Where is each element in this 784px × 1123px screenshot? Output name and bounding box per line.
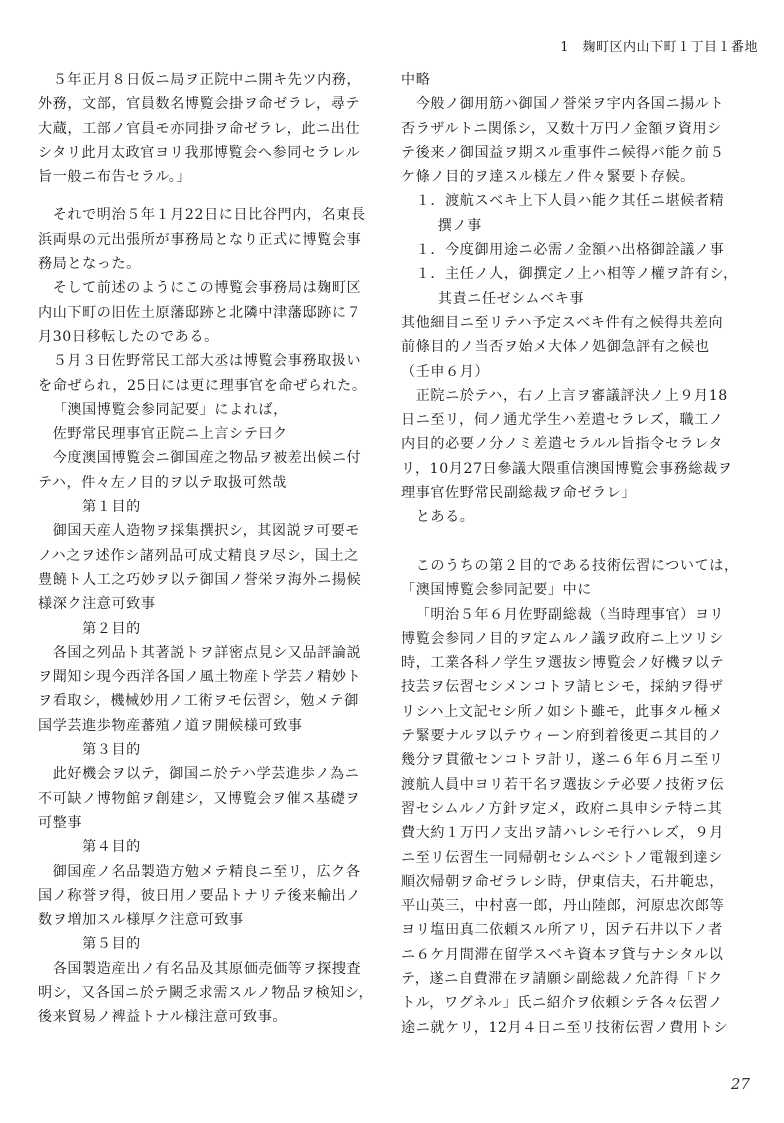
text-line: 習セシムルノ方針ヲ定メ，政府ニ具申シテ特ニ其	[401, 800, 723, 817]
text-line: 前條目的ノ当否ヲ始メ大体ノ処御急評有之候也	[401, 339, 710, 356]
text-line: 第１目的	[82, 499, 141, 516]
text-line: このうちの第２目的である技術伝習については，	[415, 557, 739, 574]
text-line: 大蔵，工部ノ官員モ亦同掛ヲ命ゼラレ，此ニ出仕	[38, 120, 361, 137]
text-line: 不可缺ノ博物館ヲ創建シ，又博覧会ヲ催ス基礎ヲ	[38, 790, 361, 807]
text-line: 外務，文部，官員数名博覧会掛ヲ命ゼラレ，尋テ	[38, 96, 361, 113]
text-line: 様深ク注意可致事	[38, 596, 156, 613]
text-line: 第２目的	[82, 620, 141, 637]
page-number: 27	[730, 1075, 750, 1093]
text-line: ケ條ノ目的ヲ達スル様左ノ件々緊要ト存候。	[401, 169, 695, 186]
text-line: そして前述のようにこの博覧会事務局は麹町区	[52, 280, 362, 297]
text-line: 今般ノ御用筋ハ御国ノ誉栄ヲ宇内各国ニ揚ルト	[415, 96, 725, 113]
text-line: 国学芸進歩物産蕃殖ノ道ヲ開候様可致事	[38, 717, 303, 734]
text-line: 中略	[401, 72, 431, 88]
text-line: 第５目的	[82, 936, 141, 953]
text-line: 今度澳国博覧会ニ御国産之物品ヲ被差出候ニ付	[52, 450, 362, 467]
text-line: テハ，件々左ノ目的ヲ以テ取扱可然哉	[38, 474, 287, 491]
text-line: １．渡航スベキ上下人員ハ能ク其任ニ堪候者精	[415, 193, 725, 210]
text-line: （壬申６月）	[401, 363, 490, 380]
text-line: １．主任ノ人，御撰定ノ上ハ相等ノ權ヲ許有シ，	[415, 266, 738, 283]
text-line: トル，ワグネル」氏ニ紹介ヲ依頼シテ各々伝習ノ	[401, 995, 723, 1012]
text-line: とある。	[415, 509, 475, 526]
text-line: ニ至リ伝習生一同帰朝セシムベシトノ電報到達シ	[401, 849, 723, 866]
text-line: 「澳国博覧会参同記要」中に	[401, 582, 593, 599]
text-line: ５月３日佐野常民工部大丞は博覧会事務取扱い	[52, 353, 362, 370]
text-line: 内山下町の旧佐土原藩邸跡と北隣中津藩邸跡に７	[38, 304, 362, 321]
text-line: 国ノ称誉ヲ得，彼日用ノ要品トナリテ後来輸出ノ	[38, 887, 361, 904]
text-line: 明シ，又各国ニ於テ闕乏求需スルノ物品ヲ検知シ，	[38, 984, 374, 1001]
text-line: 後来貿易ノ裨益トナル様注意可致事。	[38, 1009, 288, 1026]
text-line: リシハ上文記セシ所ノ如シト雖モ，此事タル極メ	[401, 703, 724, 720]
paragraph-gap	[401, 530, 747, 554]
text-line: テ緊要ナルヲ以テウィーン府到着後更ニ其目的ノ	[401, 728, 723, 745]
text-line: 此好機会ヲ以テ，御国ニ於テハ学芸進歩ノ為ニ	[52, 766, 360, 783]
text-line: 「澳国博覧会参同記要」によれば，	[52, 401, 288, 418]
text-line: 時，工業各科ノ学生ヲ選抜シ博覧会ノ好機ヲ以テ	[401, 655, 725, 672]
text-line: 平山英三，中村喜一郎，丹山陸郎，河原忠次郎等	[401, 898, 725, 915]
running-head: 1 麹町区内山下町１丁目１番地	[560, 40, 758, 55]
text-line: 第３目的	[82, 742, 141, 759]
text-line: ヲ聞知シ現今西洋各国ノ風土物産ト学芸ノ精妙ト	[38, 669, 362, 686]
paragraph-gap	[38, 189, 384, 203]
left-column	[38, 68, 384, 1030]
text-line: テ，遂ニ自費滞在ヲ請願シ副総裁ノ允許得「ドク	[401, 970, 723, 987]
text-line: 博覧会参同ノ目的ヲ定ムルノ議ヲ政府ニ上ツリシ	[401, 630, 724, 647]
text-line: 否ラザルトニ関係シ，又数十万円ノ金額ヲ資用シ	[401, 120, 722, 137]
text-line: 技芸ヲ伝習セシメンコトヲ請ヒシモ，採納ヲ得ザ	[401, 679, 724, 696]
text-line: 正院ニ於テハ，右ノ上言ヲ審議評決ノ上９月18	[415, 387, 728, 404]
text-line: 途ニ就ケリ，12月４日ニ至リ技術伝習ノ費用トシ	[401, 1019, 728, 1036]
text-line: 日ニ至リ，伺ノ通尤学生ハ差遣セラレズ，職工ノ	[401, 412, 724, 429]
text-line: 可整事	[38, 814, 83, 831]
text-line: 豊饒ト人工之巧妙ヲ以テ御国ノ誉栄ヲ海外ニ揚候	[38, 571, 362, 588]
right-column	[401, 68, 747, 1040]
text-line: 順次帰朝ヲ命ゼラレシ時，伊東信夫，石井範忠，	[401, 873, 724, 890]
text-line: 費大約１万円ノ支出ヲ請ハレシモ行ハレズ，９月	[401, 825, 724, 842]
text-line: 旨一般ニ布告セラル。」	[38, 169, 192, 186]
text-line: を命ぜられ，25日には更に理事官を命ぜられた。	[38, 377, 367, 394]
text-line: 「明治５年６月佐野副総裁（当時理事官）ヨリ	[415, 606, 725, 623]
text-line: 内目的必要ノ分ノミ差遣セラルル旨指令セラレタ	[401, 436, 723, 453]
text-line: ニ６ケ月間滞在留学スベキ資本ヲ貸与ナシタル以	[401, 946, 724, 963]
text-line: 撰ノ事	[437, 217, 482, 234]
text-line: 各国之列品ト其著説トヲ詳密点見シ又品評論説	[52, 644, 362, 661]
text-line: 務局となった。	[38, 256, 141, 273]
text-line: ヨリ塩田真二依頼スル所アリ，因テ石井以下ノ者	[401, 922, 723, 939]
text-line: 数ヲ増加スル様厚ク注意可致事	[38, 912, 244, 929]
text-line: 幾分ヲ貫徹センコトヲ計リ，遂ニ６年６月ニ至リ	[401, 752, 724, 769]
text-line: 御国天産人造物ヲ採集撰択シ，其図説ヲ可要モ	[52, 523, 361, 540]
text-line: それで明治５年１月22日に日比谷門内，名東長	[52, 207, 366, 224]
text-line: ５年正月８日仮ニ局ヲ正院中ニ開キ先ツ内務，	[52, 72, 362, 88]
text-line: ノハ之ヲ述作シ諸列品可成丈精良ヲ尽シ，国土之	[38, 547, 360, 564]
text-line: 各国製造産出ノ有名品及其原価売価等ヲ探捜査	[52, 960, 362, 977]
text-line: 第４目的	[82, 839, 141, 856]
text-line: 佐野常民理事官正院ニ上言シテ曰ク	[52, 426, 288, 443]
text-line: 渡航人員中ヨリ若干名ヲ選抜シテ必要ノ技術ヲ伝	[401, 776, 725, 793]
text-line: リ，10月27日參議大隈重信澳国博覧会事務総裁ヲ	[401, 460, 733, 477]
text-line: 浜両県の元出張所が事務局となり正式に博覧会事	[38, 231, 362, 248]
text-line: 理事官佐野常民副総裁ヲ命ゼラレ」	[401, 485, 637, 502]
text-line: テ後来ノ御国益ヲ期スル重事件ニ候得バ能ク前５	[401, 144, 725, 161]
text-line: シタリ此月太政官ヨリ我那博覧会へ参同セラレル	[38, 144, 361, 161]
text-line: 其他細目ニ至リテハ予定スベキ件有之候得共差向	[401, 314, 724, 331]
text-line: 月30日移転したのである。	[38, 328, 219, 345]
text-line: 其責ニ任ゼシムベキ事	[437, 290, 585, 307]
text-line: ヲ看取シ，機械妙用ノ工術ヲモ伝習シ，勉メテ御	[38, 693, 360, 710]
text-line: 御国産ノ名品製造方勉メテ精良ニ至リ，広ク各	[52, 863, 361, 880]
text-line: １．今度御用途ニ必需ノ金額ハ出格御詮議ノ事	[415, 242, 725, 259]
